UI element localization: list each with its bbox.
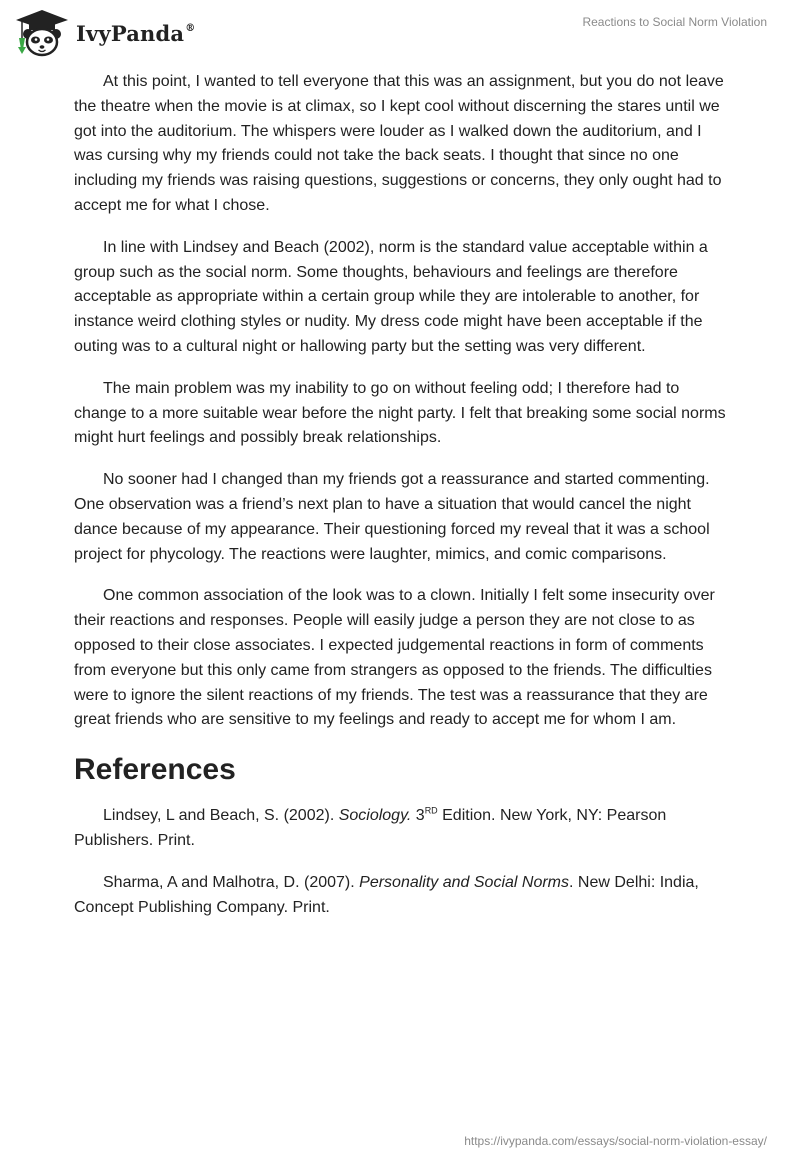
- body-paragraph: No sooner had I changed than my friends got a reassurance and started commenting. One observation was a friend’s next plan to have a situation that would cancel the night dance because of my appearance. Their questioning forced my reveal that it was a school project for phycology. The reactions were laughter, mimics, and comic comparisons.: [74, 471, 710, 563]
- reference-entry: Lindsey, L and Beach, S. (2002). Sociology. 3RD Edition. New York, NY: Pearson Publishers. Print.: [74, 805, 667, 849]
- reference-title: Personality and Social Norms: [359, 873, 570, 891]
- body-paragraph: In line with Lindsey and Beach (2002), norm is the standard value acceptable within a group such as the social norm. Some thoughts, behaviours and feelings are therefore acceptable as appropriate within a certain group while they are intolerable to another, for instance weird clothing styles or nudity. My dress code might have been acceptable if the outing was to a cultural night or hallowing party but the setting was very different.: [74, 238, 708, 355]
- essay-content: [74, 70, 726, 937]
- references-heading: References: [74, 753, 236, 787]
- panda-graduation-cap-icon: [14, 9, 70, 57]
- reference-title: Sociology.: [338, 807, 412, 825]
- reference-entry: Sharma, A and Malhotra, D. (2007). Personality and Social Norms. New Delhi: India, Concept Publishing Company. Print.: [74, 873, 699, 916]
- brand-name: IvyPanda®: [76, 20, 196, 46]
- body-paragraph: One common association of the look was to a clown. Initially I felt some insecurity over their reactions and responses. People will easily judge a person they are not close to as opposed to their close associates. I expected judgemental reactions in form of comments from everyone but this only came from strangers as opposed to the friends. The difficulties were to ignore the silent reactions of my friends. The test was a reassurance that they are great friends who are sensitive to my feelings and ready to accept me for whom I am.: [74, 587, 715, 729]
- document-title: Reactions to Social Norm Violation: [582, 15, 767, 29]
- body-paragraph: The main problem was my inability to go on without feeling odd; I therefore had to change to a more suitable wear before the night party. I felt that breaking some social norms might hurt feelings and possibly break relationships.: [74, 379, 726, 447]
- ivypanda-logo[interactable]: [14, 9, 195, 57]
- body-paragraph: At this point, I wanted to tell everyone that this was an assignment, but you do not leave the theatre when the movie is at climax, so I kept cool without discerning the stares until we got into the auditorium. The whispers were louder as I walked down the auditorium, and I was cursing why my friends could not take the back seats. I thought that since no one including my friends was raising questions, suggestions or concerns, they only ought had to accept me for what I chose.: [74, 73, 724, 214]
- page-header: [0, 0, 800, 64]
- source-url[interactable]: https://ivypanda.com/essays/social-norm-violation-essay/: [464, 1134, 767, 1148]
